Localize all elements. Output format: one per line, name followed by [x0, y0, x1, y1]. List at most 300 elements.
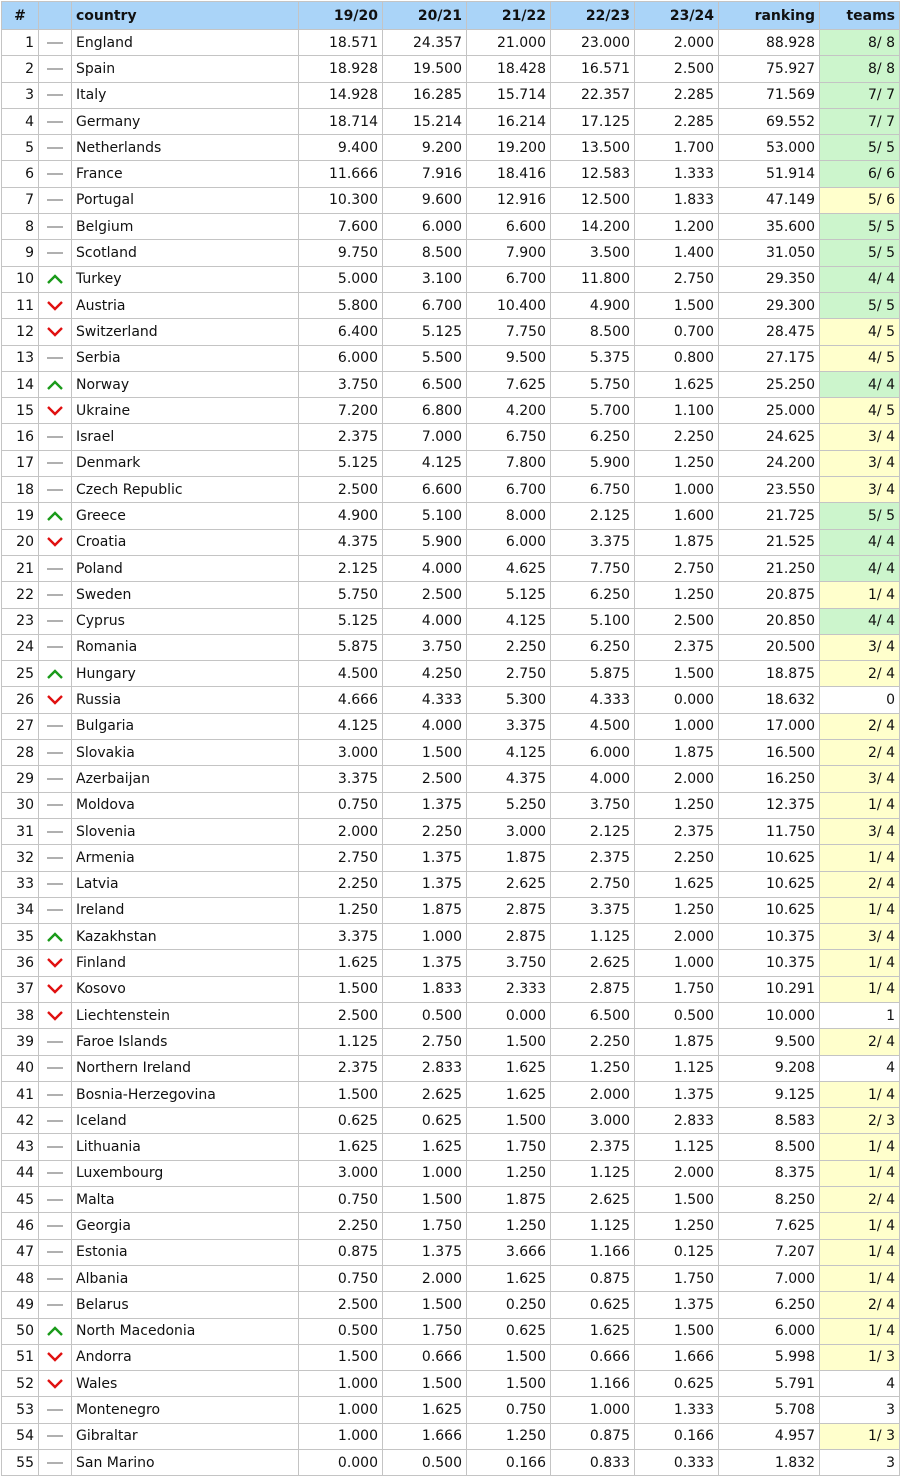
- table-row[interactable]: [2, 1055, 900, 1081]
- dash-icon: [45, 1167, 65, 1179]
- table-row[interactable]: [2, 1292, 900, 1318]
- season-points-cell: 5.500: [383, 345, 467, 371]
- season-points-cell: 2.750: [635, 266, 719, 292]
- ranking-cell: 25.250: [719, 371, 820, 397]
- rank-cell: 41: [2, 1081, 39, 1107]
- table-row[interactable]: [2, 1423, 900, 1449]
- ranking-cell: 24.625: [719, 424, 820, 450]
- teams-cell: 4/ 4: [820, 266, 900, 292]
- table-row[interactable]: [2, 477, 900, 503]
- trend-cell: [39, 1397, 72, 1423]
- table-row[interactable]: [2, 371, 900, 397]
- dash-icon: [45, 484, 65, 496]
- season-points-cell: 2.125: [299, 555, 383, 581]
- header-trend: [39, 2, 72, 30]
- country-cell[interactable]: Austria: [72, 292, 299, 318]
- season-points-cell: 0.750: [299, 1265, 383, 1291]
- country-cell[interactable]: Ireland: [72, 897, 299, 923]
- season-points-cell: 2.375: [551, 1134, 635, 1160]
- season-points-cell: 1.875: [635, 1029, 719, 1055]
- season-points-cell: 1.375: [383, 1239, 467, 1265]
- chevron-down-icon: [45, 405, 65, 417]
- rank-cell: 52: [2, 1371, 39, 1397]
- teams-cell: 5/ 6: [820, 187, 900, 213]
- season-points-cell: 2.625: [383, 1081, 467, 1107]
- ranking-cell: 47.149: [719, 187, 820, 213]
- country-cell[interactable]: Serbia: [72, 345, 299, 371]
- teams-cell: 1/ 4: [820, 1134, 900, 1160]
- country-cell[interactable]: Liechtenstein: [72, 1002, 299, 1028]
- chevron-down-icon: [45, 1010, 65, 1022]
- country-cell[interactable]: Romania: [72, 634, 299, 660]
- season-points-cell: 7.750: [551, 555, 635, 581]
- table-row[interactable]: [2, 503, 900, 529]
- table-row[interactable]: [2, 135, 900, 161]
- season-points-cell: 0.500: [635, 1002, 719, 1028]
- country-cell[interactable]: Faroe Islands: [72, 1029, 299, 1055]
- season-points-cell: 2.250: [551, 1029, 635, 1055]
- season-points-cell: 5.125: [299, 450, 383, 476]
- season-points-cell: 1.000: [635, 950, 719, 976]
- dash-icon: [45, 142, 65, 154]
- country-cell[interactable]: Moldova: [72, 792, 299, 818]
- header-country[interactable]: country: [72, 2, 299, 30]
- season-points-cell: 2.500: [383, 766, 467, 792]
- season-points-cell: 6.400: [299, 319, 383, 345]
- table-row[interactable]: [2, 792, 900, 818]
- teams-cell: 2/ 3: [820, 1108, 900, 1134]
- season-points-cell: 2.625: [551, 950, 635, 976]
- season-points-cell: 1.375: [383, 871, 467, 897]
- table-row[interactable]: [2, 950, 900, 976]
- header-season-22-23[interactable]: 22/23: [551, 2, 635, 30]
- season-points-cell: 4.375: [467, 766, 551, 792]
- table-row[interactable]: [2, 1371, 900, 1397]
- country-cell[interactable]: Hungary: [72, 661, 299, 687]
- country-cell[interactable]: Latvia: [72, 871, 299, 897]
- season-points-cell: 6.500: [383, 371, 467, 397]
- season-points-cell: 1.375: [383, 950, 467, 976]
- header-season-21-22[interactable]: 21/22: [467, 2, 551, 30]
- trend-cell: [39, 371, 72, 397]
- season-points-cell: 14.928: [299, 82, 383, 108]
- season-points-cell: 0.750: [467, 1397, 551, 1423]
- country-cell[interactable]: Denmark: [72, 450, 299, 476]
- country-cell[interactable]: Russia: [72, 687, 299, 713]
- season-points-cell: 18.571: [299, 30, 383, 56]
- table-row[interactable]: [2, 450, 900, 476]
- trend-cell: [39, 1187, 72, 1213]
- table-row[interactable]: [2, 713, 900, 739]
- season-points-cell: 9.750: [299, 240, 383, 266]
- rank-cell: 18: [2, 477, 39, 503]
- table-row[interactable]: [2, 319, 900, 345]
- season-points-cell: 9.500: [467, 345, 551, 371]
- trend-cell: [39, 582, 72, 608]
- trend-cell: [39, 897, 72, 923]
- country-cell[interactable]: Azerbaijan: [72, 766, 299, 792]
- season-points-cell: 1.500: [635, 1187, 719, 1213]
- rank-cell: 42: [2, 1108, 39, 1134]
- table-row[interactable]: [2, 1397, 900, 1423]
- table-row[interactable]: [2, 1029, 900, 1055]
- season-points-cell: 7.900: [467, 240, 551, 266]
- country-cell[interactable]: Slovenia: [72, 818, 299, 844]
- teams-cell: 1/ 4: [820, 976, 900, 1002]
- season-points-cell: 2.250: [299, 1213, 383, 1239]
- season-points-cell: 1.750: [383, 1213, 467, 1239]
- ranking-cell: 18.875: [719, 661, 820, 687]
- chevron-up-icon: [45, 273, 65, 285]
- ranking-cell: 8.375: [719, 1160, 820, 1186]
- country-cell[interactable]: Georgia: [72, 1213, 299, 1239]
- ranking-cell: 9.208: [719, 1055, 820, 1081]
- season-points-cell: 2.375: [299, 424, 383, 450]
- season-points-cell: 1.375: [635, 1081, 719, 1107]
- table-row[interactable]: [2, 214, 900, 240]
- teams-cell: 3/ 4: [820, 477, 900, 503]
- country-cell[interactable]: Scotland: [72, 240, 299, 266]
- rank-cell: 53: [2, 1397, 39, 1423]
- header-teams[interactable]: teams: [820, 2, 900, 30]
- country-cell[interactable]: Spain: [72, 56, 299, 82]
- teams-cell: 3/ 4: [820, 818, 900, 844]
- country-cell[interactable]: Northern Ireland: [72, 1055, 299, 1081]
- trend-cell: [39, 108, 72, 134]
- ranking-cell: 51.914: [719, 161, 820, 187]
- season-points-cell: 1.125: [635, 1134, 719, 1160]
- season-points-cell: 1.625: [551, 1318, 635, 1344]
- season-points-cell: 0.333: [635, 1450, 719, 1476]
- season-points-cell: 1.500: [383, 740, 467, 766]
- rank-cell: 26: [2, 687, 39, 713]
- season-points-cell: 2.250: [383, 818, 467, 844]
- ranking-cell: 7.625: [719, 1213, 820, 1239]
- trend-cell: [39, 161, 72, 187]
- country-cell[interactable]: Norway: [72, 371, 299, 397]
- dash-icon: [45, 852, 65, 864]
- ranking-cell: 4.957: [719, 1423, 820, 1449]
- country-cell[interactable]: Finland: [72, 950, 299, 976]
- ranking-cell: 9.500: [719, 1029, 820, 1055]
- country-cell[interactable]: Greece: [72, 503, 299, 529]
- season-points-cell: 1.250: [635, 582, 719, 608]
- season-points-cell: 6.700: [467, 477, 551, 503]
- ranking-cell: 17.000: [719, 713, 820, 739]
- table-row[interactable]: [2, 1450, 900, 1476]
- teams-cell: 3/ 4: [820, 924, 900, 950]
- country-cell[interactable]: Switzerland: [72, 319, 299, 345]
- season-points-cell: 18.928: [299, 56, 383, 82]
- table-row[interactable]: [2, 1081, 900, 1107]
- rank-cell: 31: [2, 818, 39, 844]
- season-points-cell: 2.000: [635, 924, 719, 950]
- country-cell[interactable]: Belgium: [72, 214, 299, 240]
- table-row[interactable]: [2, 266, 900, 292]
- season-points-cell: 5.300: [467, 687, 551, 713]
- rank-cell: 12: [2, 319, 39, 345]
- header-ranking[interactable]: ranking: [719, 2, 820, 30]
- table-row[interactable]: [2, 661, 900, 687]
- teams-cell: 1/ 4: [820, 897, 900, 923]
- table-row[interactable]: [2, 766, 900, 792]
- table-row[interactable]: [2, 56, 900, 82]
- country-cell[interactable]: Slovakia: [72, 740, 299, 766]
- table-row[interactable]: [2, 634, 900, 660]
- season-points-cell: 18.416: [467, 161, 551, 187]
- season-points-cell: 1.600: [635, 503, 719, 529]
- teams-cell: 5/ 5: [820, 214, 900, 240]
- ranking-cell: 69.552: [719, 108, 820, 134]
- season-points-cell: 6.600: [383, 477, 467, 503]
- country-cell[interactable]: Germany: [72, 108, 299, 134]
- table-row[interactable]: [2, 424, 900, 450]
- trend-cell: [39, 214, 72, 240]
- season-points-cell: 1.500: [635, 661, 719, 687]
- season-points-cell: 14.200: [551, 214, 635, 240]
- season-points-cell: 0.875: [551, 1265, 635, 1291]
- season-points-cell: 12.583: [551, 161, 635, 187]
- table-row[interactable]: [2, 1108, 900, 1134]
- season-points-cell: 1.166: [551, 1371, 635, 1397]
- country-cell[interactable]: Luxembourg: [72, 1160, 299, 1186]
- season-points-cell: 2.625: [467, 871, 551, 897]
- table-row[interactable]: [2, 871, 900, 897]
- dash-icon: [45, 1220, 65, 1232]
- country-cell[interactable]: Wales: [72, 1371, 299, 1397]
- season-points-cell: 1.000: [635, 477, 719, 503]
- header-season-20-21[interactable]: 20/21: [383, 2, 467, 30]
- season-points-cell: 2.333: [467, 976, 551, 1002]
- table-row[interactable]: [2, 240, 900, 266]
- header-season-23-24[interactable]: 23/24: [635, 2, 719, 30]
- country-cell[interactable]: France: [72, 161, 299, 187]
- season-points-cell: 6.000: [299, 345, 383, 371]
- country-cell[interactable]: Poland: [72, 555, 299, 581]
- season-points-cell: 2.875: [551, 976, 635, 1002]
- table-row[interactable]: [2, 555, 900, 581]
- season-points-cell: 3.750: [467, 950, 551, 976]
- header-season-19-20[interactable]: 19/20: [299, 2, 383, 30]
- country-cell[interactable]: Kosovo: [72, 976, 299, 1002]
- country-cell[interactable]: Czech Republic: [72, 477, 299, 503]
- rank-cell: 4: [2, 108, 39, 134]
- table-row[interactable]: [2, 818, 900, 844]
- country-cell[interactable]: Malta: [72, 1187, 299, 1213]
- season-points-cell: 4.125: [299, 713, 383, 739]
- season-points-cell: 1.875: [635, 529, 719, 555]
- season-points-cell: 16.285: [383, 82, 467, 108]
- table-row[interactable]: [2, 108, 900, 134]
- table-row[interactable]: [2, 1187, 900, 1213]
- season-points-cell: 23.000: [551, 30, 635, 56]
- rank-cell: 9: [2, 240, 39, 266]
- table-row[interactable]: [2, 187, 900, 213]
- season-points-cell: 4.333: [551, 687, 635, 713]
- table-row[interactable]: [2, 529, 900, 555]
- rank-cell: 44: [2, 1160, 39, 1186]
- rank-cell: 3: [2, 82, 39, 108]
- country-cell[interactable]: Israel: [72, 424, 299, 450]
- table-row[interactable]: [2, 1213, 900, 1239]
- season-points-cell: 13.500: [551, 135, 635, 161]
- season-points-cell: 0.625: [551, 1292, 635, 1318]
- country-cell[interactable]: Iceland: [72, 1108, 299, 1134]
- header-rank[interactable]: #: [2, 2, 39, 30]
- season-points-cell: 3.750: [383, 634, 467, 660]
- season-points-cell: 6.250: [551, 634, 635, 660]
- table-row[interactable]: [2, 924, 900, 950]
- season-points-cell: 0.700: [635, 319, 719, 345]
- season-points-cell: 6.000: [467, 529, 551, 555]
- table-row[interactable]: [2, 582, 900, 608]
- country-cell[interactable]: Estonia: [72, 1239, 299, 1265]
- country-cell[interactable]: San Marino: [72, 1450, 299, 1476]
- season-points-cell: 1.333: [635, 1397, 719, 1423]
- table-row[interactable]: [2, 1318, 900, 1344]
- season-points-cell: 2.285: [635, 82, 719, 108]
- season-points-cell: 1.500: [299, 1081, 383, 1107]
- country-cell[interactable]: Montenegro: [72, 1397, 299, 1423]
- country-cell[interactable]: Sweden: [72, 582, 299, 608]
- table-row[interactable]: [2, 1002, 900, 1028]
- season-points-cell: 5.750: [299, 582, 383, 608]
- ranking-cell: 10.625: [719, 845, 820, 871]
- season-points-cell: 1.625: [383, 1134, 467, 1160]
- country-cell[interactable]: Bosnia-Herzegovina: [72, 1081, 299, 1107]
- table-row[interactable]: [2, 845, 900, 871]
- season-points-cell: 1.500: [383, 1187, 467, 1213]
- season-points-cell: 16.571: [551, 56, 635, 82]
- trend-cell: [39, 713, 72, 739]
- season-points-cell: 24.357: [383, 30, 467, 56]
- table-row[interactable]: [2, 345, 900, 371]
- table-row[interactable]: [2, 1239, 900, 1265]
- season-points-cell: 10.300: [299, 187, 383, 213]
- table-row[interactable]: [2, 161, 900, 187]
- dash-icon: [45, 116, 65, 128]
- season-points-cell: 3.375: [299, 924, 383, 950]
- table-row[interactable]: [2, 1160, 900, 1186]
- season-points-cell: 4.000: [551, 766, 635, 792]
- ranking-cell: 5.708: [719, 1397, 820, 1423]
- season-points-cell: 4.200: [467, 398, 551, 424]
- table-row[interactable]: [2, 82, 900, 108]
- season-points-cell: 6.600: [467, 214, 551, 240]
- trend-cell: [39, 1239, 72, 1265]
- season-points-cell: 0.625: [383, 1108, 467, 1134]
- table-row[interactable]: [2, 292, 900, 318]
- season-points-cell: 1.375: [383, 792, 467, 818]
- rank-cell: 36: [2, 950, 39, 976]
- table-row[interactable]: [2, 30, 900, 56]
- table-row[interactable]: [2, 1344, 900, 1370]
- table-row[interactable]: [2, 740, 900, 766]
- dash-icon: [45, 1299, 65, 1311]
- country-cell[interactable]: Netherlands: [72, 135, 299, 161]
- table-row[interactable]: [2, 897, 900, 923]
- season-points-cell: 1.375: [383, 845, 467, 871]
- country-cell[interactable]: Bulgaria: [72, 713, 299, 739]
- country-cell[interactable]: Lithuania: [72, 1134, 299, 1160]
- country-cell[interactable]: Gibraltar: [72, 1423, 299, 1449]
- season-points-cell: 1.333: [635, 161, 719, 187]
- country-cell[interactable]: Cyprus: [72, 608, 299, 634]
- season-points-cell: 1.125: [299, 1029, 383, 1055]
- country-cell[interactable]: Armenia: [72, 845, 299, 871]
- season-points-cell: 0.166: [635, 1423, 719, 1449]
- season-points-cell: 1.500: [467, 1108, 551, 1134]
- country-cell[interactable]: Andorra: [72, 1344, 299, 1370]
- dash-icon: [45, 1062, 65, 1074]
- teams-cell: 3/ 4: [820, 634, 900, 660]
- dash-icon: [45, 457, 65, 469]
- rank-cell: 49: [2, 1292, 39, 1318]
- table-row[interactable]: [2, 1265, 900, 1291]
- header-row: [2, 2, 900, 30]
- season-points-cell: 2.500: [299, 477, 383, 503]
- season-points-cell: 4.900: [299, 503, 383, 529]
- country-cell[interactable]: Albania: [72, 1265, 299, 1291]
- dash-icon: [45, 1036, 65, 1048]
- table-row[interactable]: [2, 398, 900, 424]
- season-points-cell: 3.000: [467, 818, 551, 844]
- season-points-cell: 5.100: [383, 503, 467, 529]
- season-points-cell: 1.125: [551, 1160, 635, 1186]
- teams-cell: 4/ 4: [820, 555, 900, 581]
- rank-cell: 33: [2, 871, 39, 897]
- rank-cell: 25: [2, 661, 39, 687]
- teams-cell: 0: [820, 687, 900, 713]
- table-row[interactable]: [2, 687, 900, 713]
- season-points-cell: 7.600: [299, 214, 383, 240]
- country-cell[interactable]: Belarus: [72, 1292, 299, 1318]
- country-cell[interactable]: Kazakhstan: [72, 924, 299, 950]
- ranking-cell: 10.625: [719, 897, 820, 923]
- teams-cell: 8/ 8: [820, 30, 900, 56]
- chevron-up-icon: [45, 1325, 65, 1337]
- teams-cell: 4/ 5: [820, 345, 900, 371]
- ranking-cell: 20.850: [719, 608, 820, 634]
- country-cell[interactable]: Portugal: [72, 187, 299, 213]
- table-row[interactable]: [2, 1134, 900, 1160]
- season-points-cell: 1.625: [299, 1134, 383, 1160]
- season-points-cell: 18.428: [467, 56, 551, 82]
- season-points-cell: 2.500: [383, 582, 467, 608]
- trend-cell: [39, 477, 72, 503]
- ranking-cell: 10.625: [719, 871, 820, 897]
- dash-icon: [45, 63, 65, 75]
- country-cell[interactable]: Ukraine: [72, 398, 299, 424]
- season-points-cell: 1.000: [383, 1160, 467, 1186]
- ranking-cell: 28.475: [719, 319, 820, 345]
- season-points-cell: 0.750: [299, 792, 383, 818]
- table-row[interactable]: [2, 976, 900, 1002]
- ranking-cell: 6.250: [719, 1292, 820, 1318]
- country-cell[interactable]: North Macedonia: [72, 1318, 299, 1344]
- country-cell[interactable]: Turkey: [72, 266, 299, 292]
- season-points-cell: 2.000: [635, 1160, 719, 1186]
- country-cell[interactable]: Croatia: [72, 529, 299, 555]
- table-row[interactable]: [2, 608, 900, 634]
- season-points-cell: 8.000: [467, 503, 551, 529]
- ranking-cell: 20.500: [719, 634, 820, 660]
- country-cell[interactable]: England: [72, 30, 299, 56]
- season-points-cell: 6.250: [551, 424, 635, 450]
- teams-cell: 5/ 5: [820, 240, 900, 266]
- ranking-cell: 88.928: [719, 30, 820, 56]
- country-cell[interactable]: Italy: [72, 82, 299, 108]
